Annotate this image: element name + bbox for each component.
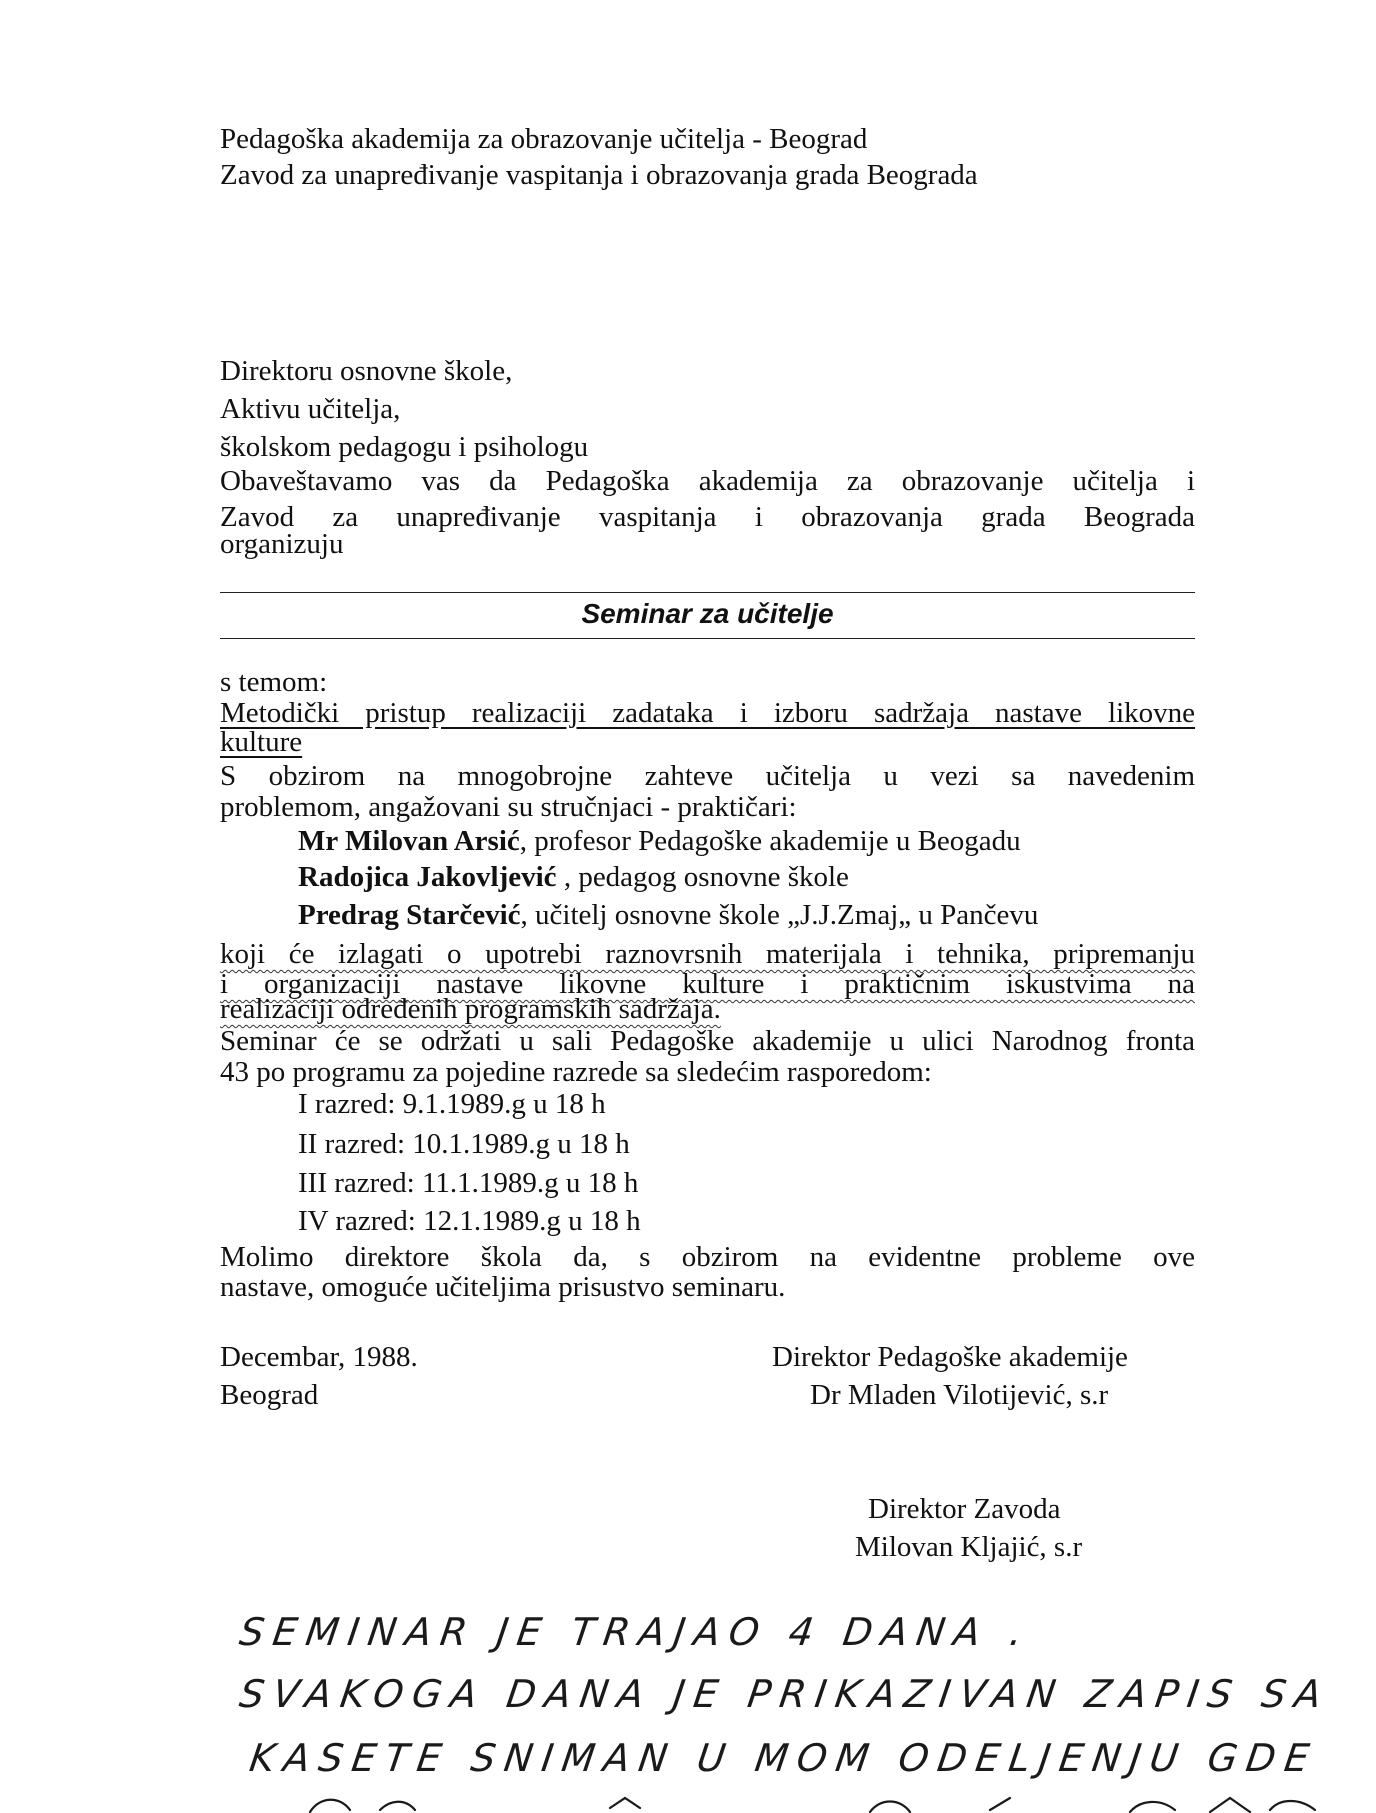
venue-line-1: Seminar će se održati u sali Pedagoške akademije u ulici Narodnog fronta xyxy=(220,1025,1195,1057)
divider-top xyxy=(220,592,1195,593)
venue-line-2: 43 po programu za pojedine razrede sa sledećim rasporedom: xyxy=(220,1056,932,1088)
schedule-row-1: I razred: 9.1.1989.g u 18 h xyxy=(298,1088,606,1120)
expert-3-role: , učitelj osnovne škole „J.J.Zmaj„ u Pančevu xyxy=(520,899,1039,931)
expert-1-role: , profesor Pedagoške akademije u Beogadu xyxy=(519,825,1021,857)
closing-line-1: Molimo direktore škola da, s obzirom na evidentne probleme ove xyxy=(220,1241,1195,1273)
header-line-2: Zavod za unapređivanje vaspitanja i obrazovanja grada Beograda xyxy=(220,159,978,191)
document-place: Beograd xyxy=(220,1379,319,1411)
topics-line-1: koji će izlagati o upotrebi raznovrsnih materijala i tehnika, pripremanju xyxy=(220,938,1195,970)
expert-2-name: Radojica Jakovljević xyxy=(298,861,557,893)
theme-label: s temom: xyxy=(220,666,328,698)
theme-title-line-1: Metodički pristup realizaciji zadataka i izboru sadržaja nastave likovne xyxy=(220,697,1195,729)
schedule-row-2: II razred: 10.1.1989.g u 18 h xyxy=(298,1128,630,1160)
closing-line-2: nastave, omoguće učiteljima prisustvo seminaru. xyxy=(220,1271,786,1303)
expert-1-name: Mr Milovan Arsić xyxy=(298,825,520,857)
theme-title-line-2: kulture xyxy=(220,726,303,758)
intro-line-2: Zavod za unapređivanje vaspitanja i obrazovanja grada Beograda xyxy=(220,501,1195,533)
handwritten-note-line-1: SEMINAR JE TRAJAO 4 DANA . xyxy=(236,1610,1035,1654)
intro-line-1: Obaveštavamo vas da Pedagoška akademija za obrazovanje učitelja i xyxy=(220,465,1195,497)
intro-line-3: organizuju xyxy=(220,528,344,560)
seminar-title: Seminar za učitelje xyxy=(581,598,834,629)
institute-director-name: Milovan Kljajić, s.r xyxy=(855,1531,1083,1563)
handwritten-note-cutoff xyxy=(230,1792,1350,1813)
schedule-row-3: III razred: 11.1.1989.g u 18 h xyxy=(298,1167,639,1199)
document-date: Decembar, 1988. xyxy=(220,1341,418,1373)
academy-director-title: Direktor Pedagoške akademije xyxy=(772,1341,1128,1373)
divider-bottom xyxy=(220,638,1195,639)
expert-1 xyxy=(298,824,1021,858)
schedule-row-4: IV razred: 12.1.1989.g u 18 h xyxy=(298,1205,641,1237)
topics-line-2: i organizaciji nastave likovne kulture i praktičnim iskustvima na xyxy=(220,968,1195,1000)
context-line-1: S obzirom na mnogobrojne zahteve učitelja u vezi sa navedenim xyxy=(220,760,1195,792)
expert-2 xyxy=(298,860,849,894)
handwritten-note-line-3: KASETE SNIMAN U MOM ODELJENJU GDE xyxy=(246,1736,1321,1780)
expert-3 xyxy=(298,898,1038,932)
academy-director-name: Dr Mladen Vilotijević, s.r xyxy=(810,1379,1109,1411)
addressee-line-2: Aktivu učitelja, xyxy=(220,393,401,425)
handwritten-note-line-2: SVAKOGA DANA JE PRIKAZIVAN ZAPIS SA xyxy=(236,1672,1334,1716)
header-line-1: Pedagoška akademija za obrazovanje učitelja - Beograd xyxy=(220,123,868,155)
addressee-line-3: školskom pedagogu i psihologu xyxy=(220,431,589,463)
institute-director-title: Direktor Zavoda xyxy=(868,1493,1061,1525)
topics-line-3: realizaciji određenih programskih sadržaja. xyxy=(220,993,721,1025)
expert-3-name: Predrag Starčević xyxy=(298,899,521,931)
expert-2-role: , pedagog osnovne škole xyxy=(556,861,849,893)
addressee-line-1: Direktoru osnovne škole, xyxy=(220,355,513,387)
context-line-2: problemom, angažovani su stručnjaci - praktičari: xyxy=(220,791,797,823)
handwriting-fragment-icon xyxy=(230,1792,1350,1813)
